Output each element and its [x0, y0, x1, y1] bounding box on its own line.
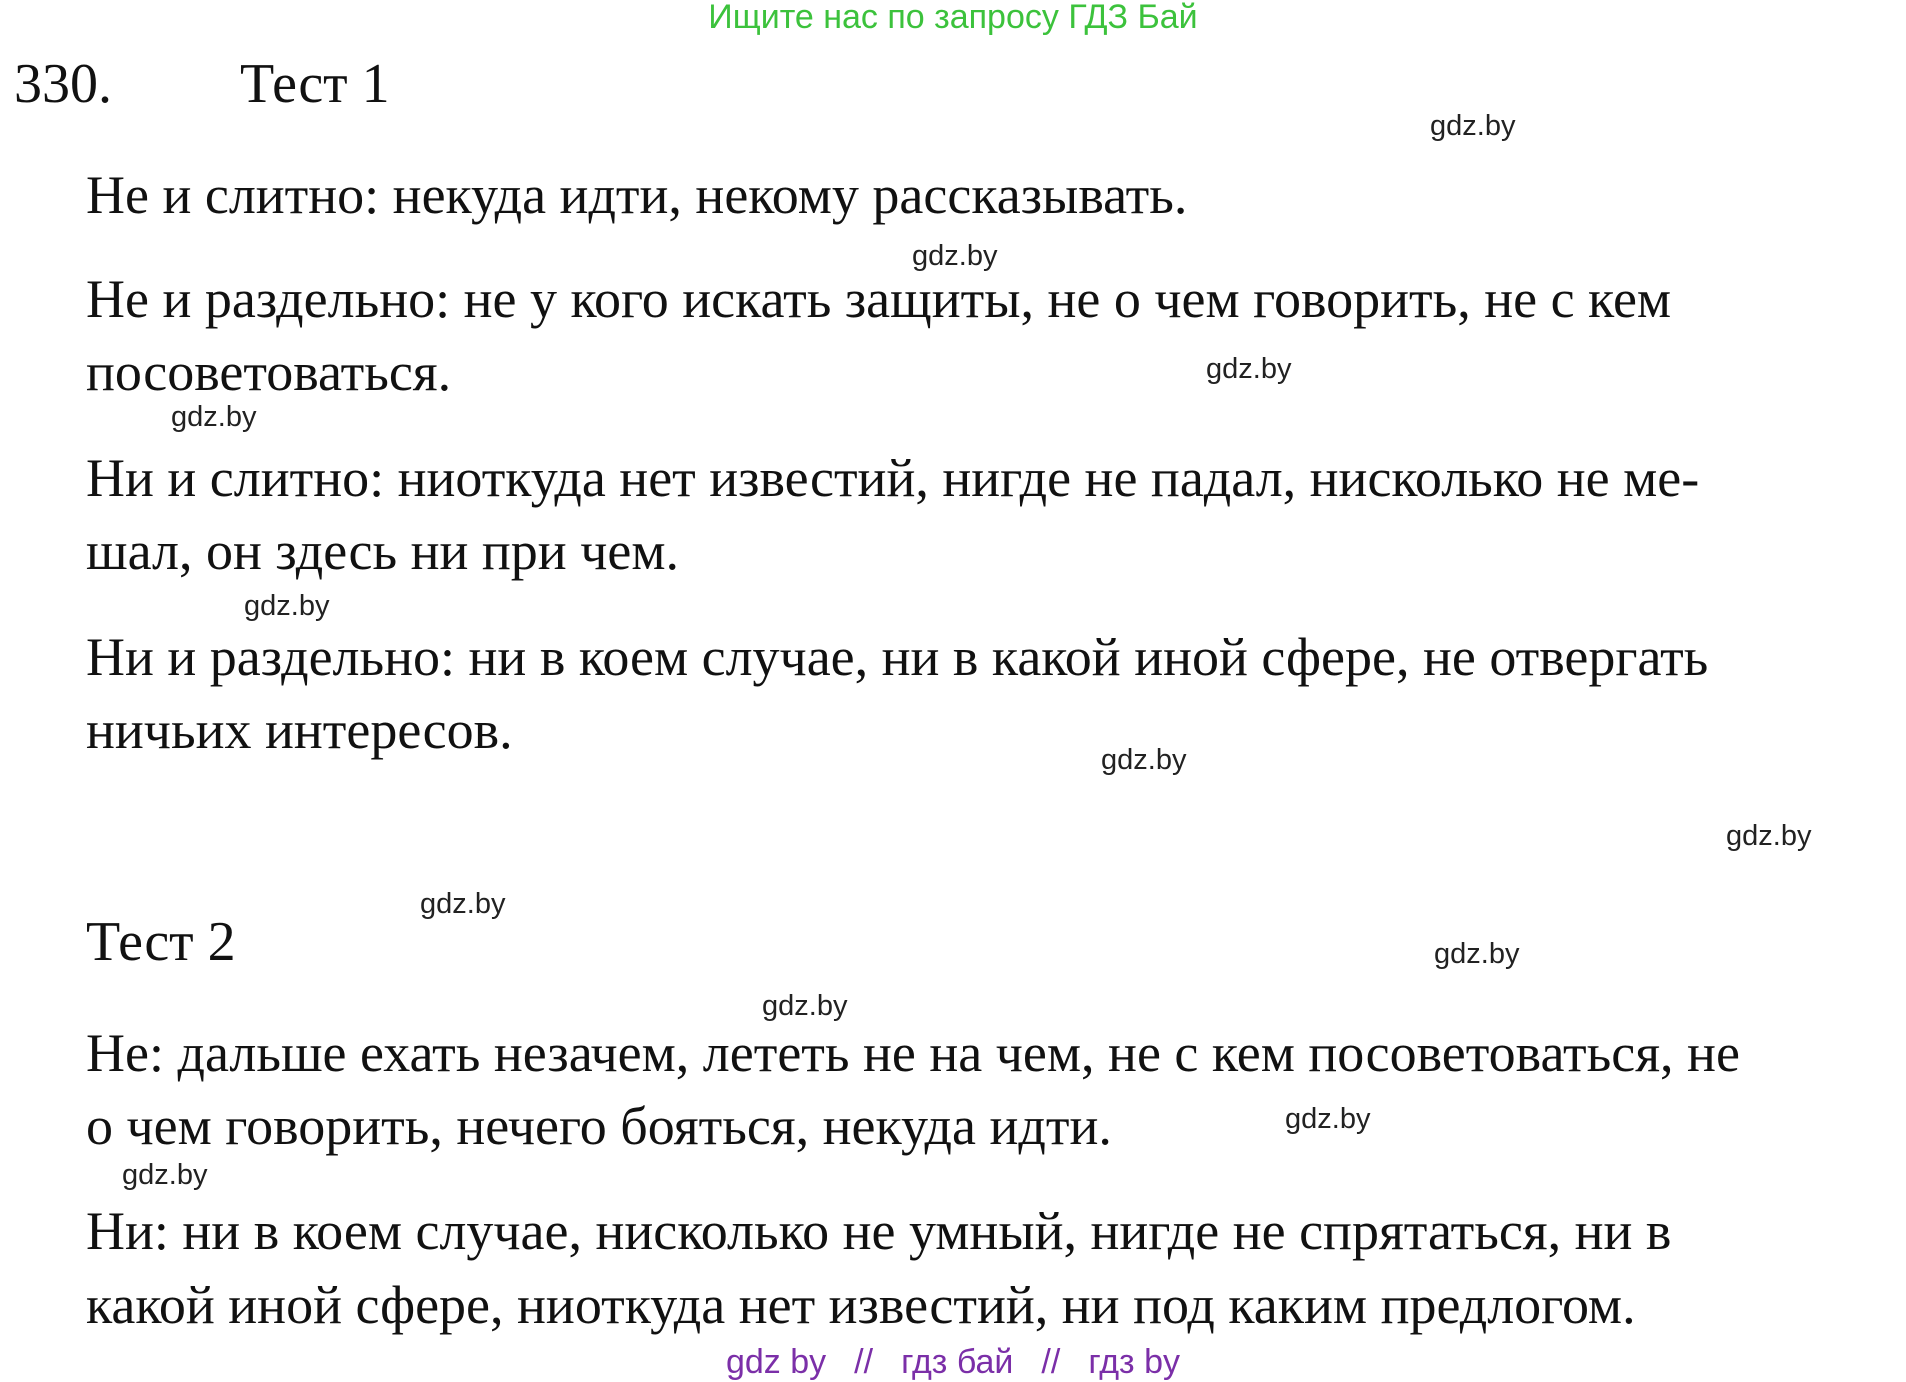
test-1-line-4: Ни и слитно: ниоткуда нет известий, нигде не падал, нисколько не ме-: [86, 448, 1700, 508]
test-2-line-2: о чем говорить, нечего бояться, некуда идти.: [86, 1096, 1112, 1156]
search-hint-banner: Ищите нас по запросу ГДЗ Бай: [708, 0, 1198, 36]
test-1-line-2: Не и раздельно: не у кого искать защиты, не о чем говорить, не с кем: [86, 269, 1672, 329]
watermark: gdz.by: [912, 240, 998, 272]
footer-link-gdz-by-cyrillic[interactable]: гдз by: [1088, 1343, 1180, 1381]
watermark: gdz.by: [762, 990, 848, 1022]
test-2-line-4: какой иной сфере, ниоткуда нет известий, ни под каким предлогом.: [86, 1275, 1636, 1335]
test-2-line-1: Не: дальше ехать незачем, лететь не на чем, не с кем посоветоваться, не: [86, 1023, 1740, 1083]
test-2-title: Тест 2: [86, 911, 236, 973]
watermark: gdz.by: [122, 1159, 208, 1191]
test-1-line-5: шал, он здесь ни при чем.: [86, 521, 679, 581]
watermark: gdz.by: [1430, 110, 1516, 142]
test-1-line-3: посоветоваться.: [86, 342, 452, 402]
watermark: gdz.by: [1726, 820, 1812, 852]
footer-link-gdz-bai[interactable]: гдз бай: [901, 1343, 1014, 1381]
watermark: gdz.by: [1285, 1103, 1371, 1135]
watermark: gdz.by: [1101, 744, 1187, 776]
footer-separator: //: [854, 1343, 874, 1381]
task-number: 330.: [14, 53, 112, 115]
footer-link-gdz-by[interactable]: gdz by: [725, 1343, 827, 1381]
test-1-line-1: Не и слитно: некуда идти, некому рассказывать.: [86, 165, 1188, 225]
watermark: gdz.by: [1434, 938, 1520, 970]
watermark: gdz.by: [1206, 353, 1292, 385]
footer-separator: //: [1041, 1343, 1061, 1381]
test-1-title: Тест 1: [240, 53, 390, 115]
test-2-line-3: Ни: ни в коем случае, нисколько не умный, нигде не спрятаться, ни в: [86, 1201, 1672, 1261]
footer-links: [0, 1343, 1906, 1382]
watermark: gdz.by: [171, 401, 257, 433]
test-1-line-7: ничьих интересов.: [86, 700, 513, 760]
watermark: gdz.by: [244, 590, 330, 622]
watermark: gdz.by: [420, 888, 506, 920]
test-1-line-6: Ни и раздельно: ни в коем случае, ни в какой иной сфере, не отвергать: [86, 627, 1709, 687]
